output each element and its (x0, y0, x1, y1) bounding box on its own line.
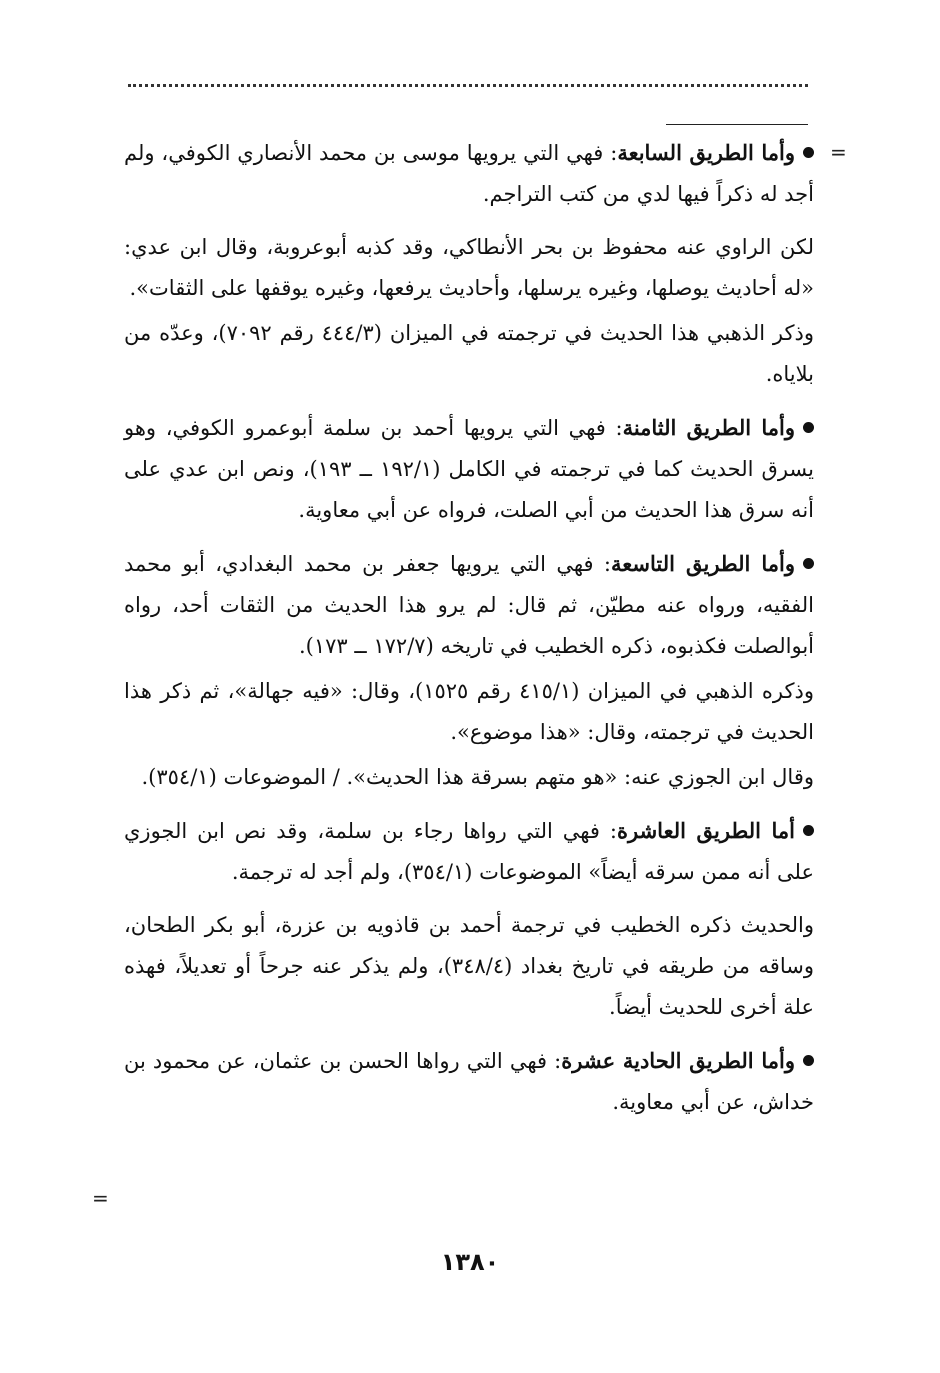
paragraph-text: والحديث ذكره الخطيب في ترجمة أحمد بن قاذويه بن عزرة، أبو بكر الطحان، وساقه من طريقه في تاريخ بغداد (٣٤٨/٤)، ولم يذكر عنه جرحاً أو تعديلاً، فهذه علة أخرى للحديث أيضاً. (124, 913, 814, 1019)
paragraph-dhahabi (124, 313, 814, 395)
page-number: ١٣٨٠ (440, 1248, 500, 1276)
paragraph-text: وذكر الذهبي هذا الحديث في ترجمته في الميزان (٤٤٤/٣ رقم ٧٠٩٢)، وعدّه من بلاياه. (124, 321, 814, 386)
paragraph-text: : فهي التي رواها الحسن بن عثمان، عن محمود بن خداش، عن أبي معاوية. (124, 1049, 814, 1114)
paragraph-text: : فهي التي يرويها أحمد بن سلمة أبوعمرو الكوفي، وهو يسرق الحديث كما في ترجمته في الكامل (١٩٢/١ ــ ١٩٣)، ونص ابن عدي على أنه سرق هذا الحديث من أبي الصلت، فرواه عن أبي معاوية. (124, 416, 815, 522)
paragraph-text: : فهي التي يرويها موسى بن محمد الأنصاري الكوفي، ولم أجد له ذكراً فيها لدي من كتب التراجم. (124, 141, 814, 206)
bullet-icon (803, 825, 814, 836)
paragraph-ibn-jawzi (124, 757, 814, 798)
paragraph-heading: وأما الطريق التاسعة (611, 551, 796, 576)
paragraph-heading: أما الطريق العاشرة (617, 818, 795, 843)
body-text (124, 132, 814, 1123)
bullet-icon (803, 1055, 814, 1066)
paragraph-text: وذكره الذهبي في الميزان (٤١٥/١ رقم ١٥٢٥)، وقال: «فيه جهالة»، ثم ذكر هذا الحديث في ترجمته، وقال: «هذا موضوع». (124, 679, 814, 744)
continuation-mark-right: = (830, 140, 847, 164)
bullet-icon (803, 558, 814, 569)
paragraph-route-9 (124, 543, 814, 667)
paragraph-route-10 (124, 810, 814, 893)
paragraph-text: : فهي التي يرويها جعفر بن محمد البغدادي، أبو محمد الفقيه، ورواه عنه مطيّن، ثم قال: لم يرو هذا الحديث من الثقات أحد، رواه أبوالصلت فكذبوه، ذكره الخطيب في تاريخه (١٧٢/٧ ــ ١٧٣). (124, 552, 814, 658)
paragraph-narrator (124, 227, 814, 309)
paragraph-text: : فهي التي رواها رجاء بن سلمة، وقد نص ابن الجوزي على أنه ممن سرقه أيضاً» الموضوعات (٣٥٤/١)، ولم أجد له ترجمة. (124, 819, 814, 884)
paragraph-heading: وأما الطريق الحادية عشرة (561, 1048, 795, 1073)
paragraph-heading: وأما الطريق السابعة (617, 140, 796, 165)
dotted-separator (128, 84, 808, 99)
bullet-icon (803, 147, 814, 158)
paragraph-route-8 (124, 407, 814, 531)
paragraph-mizan (124, 671, 814, 753)
paragraph-khatib (124, 905, 814, 1028)
top-rule (666, 124, 808, 125)
paragraph-text: لكن الراوي عنه محفوظ بن بحر الأنطاكي، وقد كذبه أبوعروبة، وقال ابن عدي: «له أحاديث يوصلها، وغيره يرسلها، وأحاديث يرفعها، وغيره يوقفها على الثقات». (124, 235, 814, 300)
paragraph-route-7 (124, 132, 814, 215)
paragraph-heading: وأما الطريق الثامنة (622, 415, 795, 440)
bullet-icon (803, 422, 814, 433)
continuation-mark-left: = (92, 1186, 109, 1210)
paragraph-text: وقال ابن الجوزي عنه: «هو متهم بسرقة هذا الحديث». / الموضوعات (٣٥٤/١). (141, 765, 814, 789)
paragraph-route-11 (124, 1040, 814, 1123)
